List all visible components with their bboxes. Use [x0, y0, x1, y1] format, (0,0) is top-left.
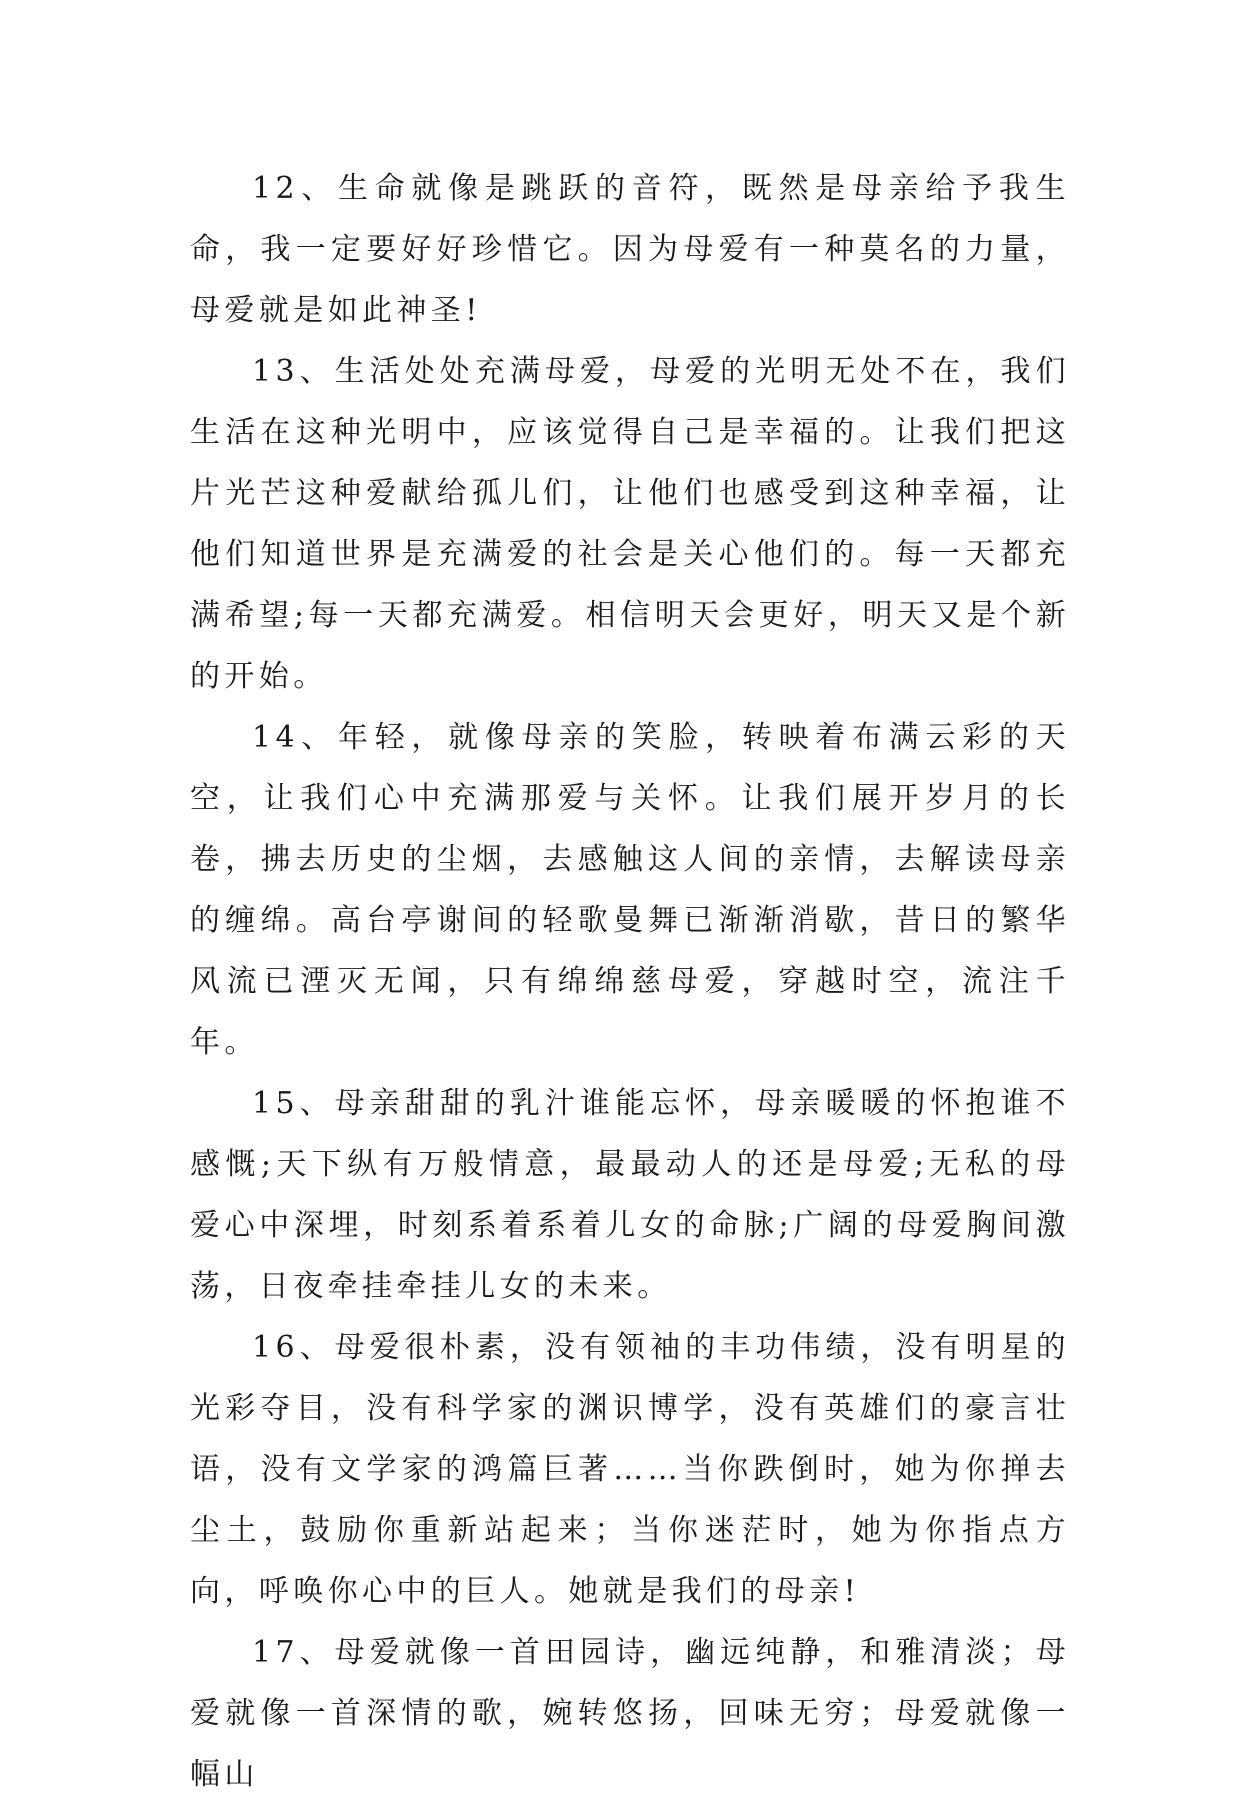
paragraph-12: 12、生命就像是跳跃的音符，既然是母亲给予我生命，我一定要好好珍惜它。因为母爱有一种莫名的力量，母爱就是如此神圣! — [190, 171, 1070, 328]
paragraph-16: 16、母爱很朴素，没有领袖的丰功伟绩，没有明星的光彩夺目，没有科学家的渊识博学，没有英雄们的豪言壮语，没有文学家的鸿篇巨著……当你跌倒时，她为你掸去尘土，鼓励你重新站起来；当你迷茫时，她为你指点方向，呼唤你心中的巨人。她就是我们的母亲! — [190, 1330, 1070, 1609]
paragraph-15: 15、母亲甜甜的乳汁谁能忘怀，母亲暖暖的怀抱谁不感慨;天下纵有万般情意，最最动人的还是母爱;无私的母爱心中深埋，时刻系着系着儿女的命脉;广阔的母爱胸间激荡，日夜牵挂牵挂儿女的未来。 — [190, 1086, 1070, 1304]
paragraph-17: 17、母爱就像一首田园诗，幽远纯静，和雅清淡；母爱就像一首深情的歌，婉转悠扬，回味无穷；母爱就像一幅山 — [190, 1635, 1070, 1792]
paragraph-14: 14、年轻，就像母亲的笑脸，转映着布满云彩的天空，让我们心中充满那爱与关怀。让我们展开岁月的长卷，拂去历史的尘烟，去感触这人间的亲情，去解读母亲的缠绵。高台亭谢间的轻歌曼舞已渐渐消歇，昔日的繁华风流已湮灭无闻，只有绵绵慈母爱，穿越时空，流注千年。 — [190, 720, 1070, 1060]
document-body — [190, 158, 1070, 1805]
paragraph-13: 13、生活处处充满母爱，母爱的光明无处不在，我们生活在这种光明中，应该觉得自己是幸福的。让我们把这片光芒这种爱献给孤儿们，让他们也感受到这种幸福，让他们知道世界是充满爱的社会是关心他们的。每一天都充满希望;每一天都充满爱。相信明天会更好，明天又是个新的开始。 — [190, 354, 1070, 694]
